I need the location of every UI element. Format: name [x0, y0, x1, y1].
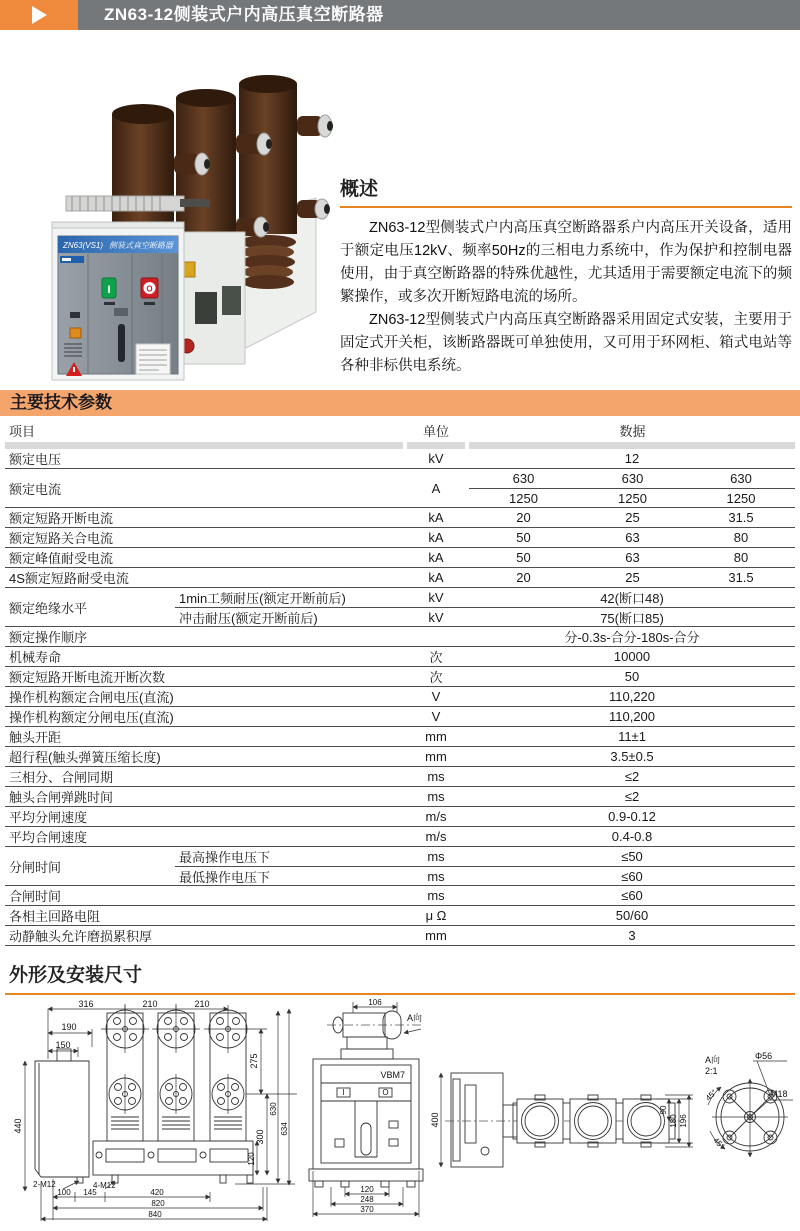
param-name: 额定操作顺序: [9, 630, 88, 645]
dim-120-side: 120: [247, 1152, 256, 1166]
dim-630: 630: [269, 1102, 278, 1116]
param-value: ≤60: [621, 888, 643, 903]
dim-angle45-top: 45°: [703, 1087, 719, 1103]
param-name: 额定电流: [9, 481, 62, 497]
dim-820: 820: [151, 1199, 165, 1208]
param-value: 31.5: [728, 510, 754, 525]
param-unit: kA: [428, 550, 444, 565]
overview-title: 概述: [340, 174, 792, 208]
dim-120-front: 120: [360, 1185, 374, 1194]
front-close-button: I: [342, 1088, 345, 1097]
param-sub-name: 最高操作电压下: [179, 850, 271, 865]
param-value: 63: [625, 530, 640, 545]
param-value: 630: [512, 471, 535, 486]
header-accent-box: [0, 0, 78, 30]
param-unit: V: [431, 689, 441, 704]
breaker-photo-illustration: [14, 50, 340, 386]
param-value: 110,220: [608, 689, 656, 704]
param-unit: V: [431, 709, 441, 724]
param-unit: ms: [427, 789, 445, 804]
col-header-data: 数据: [619, 423, 646, 439]
energy-indicator: [70, 328, 81, 338]
param-unit: mm: [425, 749, 447, 764]
pole-3: [239, 75, 333, 289]
param-name: 超行程(触头弹簧压缩长度): [9, 750, 161, 765]
param-unit: kA: [428, 570, 444, 585]
dim-100: 100: [57, 1188, 71, 1197]
param-unit: kV: [403, 607, 469, 626]
svg-text:O: O: [146, 284, 153, 294]
dim-150: 150: [55, 1040, 71, 1050]
table-row: [5, 667, 795, 687]
detail-view-drawing: [704, 1051, 793, 1157]
param-value: 0.4-0.8: [611, 829, 653, 844]
table-row: [5, 926, 795, 946]
dim-440: 440: [13, 1118, 23, 1134]
table-row: [5, 568, 795, 588]
param-value: 630: [730, 471, 752, 486]
param-sub-name: 最低操作电压下: [175, 866, 403, 885]
outline-section: [5, 960, 795, 995]
param-value: 20: [516, 510, 531, 525]
dim-196: 196: [679, 1114, 688, 1128]
param-value: 31.5: [728, 570, 754, 585]
dim-248: 248: [360, 1195, 374, 1204]
table-header-row: [5, 418, 795, 442]
top-view-drawing: [430, 1073, 693, 1167]
param-unit: μ Ω: [425, 908, 447, 923]
dim-190: 190: [61, 1022, 77, 1032]
param-name: 机械寿命: [9, 650, 62, 665]
dim-m18: M18: [770, 1089, 788, 1099]
dim-210b: 210: [194, 999, 210, 1009]
param-name: 4S额定短路耐受电流: [9, 571, 129, 586]
dimension-drawings: [5, 999, 795, 1230]
dim-106: 106: [368, 999, 382, 1007]
pole-housing-2: [570, 1095, 616, 1147]
table-row: [5, 727, 795, 747]
dim-bolt4: 4-M12: [93, 1181, 116, 1190]
front-panel: [52, 222, 184, 380]
param-unit: m/s: [425, 809, 447, 824]
model-label: ZN63(VS1): [63, 241, 104, 250]
table-row: [5, 886, 795, 906]
param-value: 80: [733, 550, 749, 565]
params-section-title: 主要技术参数: [0, 390, 800, 416]
svg-text:I: I: [107, 284, 111, 296]
table-row: [5, 469, 795, 508]
front-open-button: O: [382, 1088, 389, 1097]
param-unit: mm: [425, 729, 447, 744]
param-value: 75(断口85): [469, 607, 795, 626]
param-value: 80: [733, 530, 749, 545]
table-row: [5, 767, 795, 787]
param-value: ≤60: [469, 866, 795, 885]
param-name: 分闸时间: [9, 859, 62, 875]
param-value: 11±1: [618, 729, 646, 744]
dim-90: 90: [659, 1105, 668, 1115]
param-unit: kV: [428, 590, 444, 605]
table-row: [5, 449, 795, 469]
param-unit: kA: [428, 510, 444, 525]
param-value: 110,200: [608, 709, 656, 724]
param-value: 1250: [469, 488, 578, 507]
param-value: 3.5±0.5: [610, 749, 654, 764]
param-name: 触头合闸弹跳时间: [9, 790, 114, 805]
param-unit: kV: [428, 451, 444, 466]
param-name: 操作机构额定合闸电压(直流): [9, 690, 174, 705]
parameters-table: [5, 418, 795, 946]
param-unit: [403, 627, 469, 646]
param-unit: m/s: [425, 829, 447, 844]
param-name: 额定短路开断电流: [9, 511, 114, 526]
detail-view-scale: 2:1: [705, 1066, 718, 1076]
param-name: 平均分闸速度: [9, 810, 88, 825]
front-view-drawing: [309, 999, 423, 1217]
param-value: 25: [625, 570, 640, 585]
param-name: 合闸时间: [9, 889, 62, 904]
table-row: [5, 747, 795, 767]
param-value: 630: [621, 471, 644, 486]
outline-section-title: 外形及安装尺寸: [5, 960, 795, 995]
param-value: ≤50: [621, 849, 643, 864]
table-row: [5, 528, 795, 548]
param-value: 50: [516, 550, 531, 565]
param-value: 50: [624, 669, 640, 684]
param-value: 50: [516, 530, 531, 545]
param-value: 25: [625, 510, 640, 525]
param-value: 0.9-0.12: [608, 809, 656, 824]
table-row: [5, 508, 795, 528]
param-name: 额定绝缘水平: [9, 600, 88, 616]
param-value: 3: [628, 928, 636, 943]
param-unit: ms: [403, 866, 469, 885]
overview-paragraph-1: ZN63-12型侧装式户内高压真空断路器系户内高压开关设备，适用于额定电压12kV、频率50Hz的三相电力系统中，作为保护和控制电器使用，由于真空断路器的特殊优越性，尤其适用于需要额定电流下的频繁操作，或多次开断短路电流的场所。: [340, 220, 792, 305]
view-direction-label: A向: [407, 1013, 423, 1023]
param-value: 20: [516, 570, 531, 585]
param-unit: 次: [429, 650, 443, 665]
dim-275: 275: [249, 1053, 259, 1069]
dim-420: 420: [150, 1188, 164, 1197]
dim-bolt2: 2-M12: [33, 1180, 56, 1189]
param-unit: ms: [427, 769, 445, 784]
dim-370: 370: [360, 1205, 374, 1214]
param-name: 各相主回路电阻: [9, 909, 101, 924]
param-name: 额定短路开断电流开断次数: [9, 670, 166, 685]
table-row: [5, 647, 795, 667]
param-value: 1250: [578, 488, 687, 507]
table-row: [5, 687, 795, 707]
param-value: 63: [625, 550, 640, 565]
param-name: 触头开距: [9, 730, 62, 745]
param-value: ≤2: [624, 789, 640, 804]
dim-210a: 210: [142, 999, 158, 1009]
page-header: [0, 0, 800, 30]
handle-slot: [118, 324, 125, 362]
dim-180: 180: [669, 1114, 678, 1128]
col-header-item: 项目: [9, 423, 36, 439]
detail-view-label: A向: [705, 1055, 721, 1065]
param-sub-name: 冲击耐压(额定开断前后): [175, 607, 403, 626]
table-header-band: [5, 442, 795, 449]
product-photo: [14, 50, 340, 391]
top-section: [0, 30, 800, 390]
param-name: 操作机构额定分闸电压(直流): [9, 710, 174, 725]
param-name: 动静触头允许磨损累积厚: [9, 929, 153, 944]
table-row: [5, 807, 795, 827]
pole-housing-1: [517, 1095, 563, 1147]
table-row: [5, 787, 795, 807]
param-name: 额定电压: [9, 452, 62, 467]
play-triangle-icon: [32, 6, 47, 24]
overview-section: [340, 174, 792, 378]
param-unit: mm: [425, 928, 447, 943]
param-name: 三相分、合闸同期: [9, 770, 114, 785]
dim-316: 316: [78, 999, 94, 1009]
table-row: [5, 707, 795, 727]
param-unit: A: [431, 480, 441, 496]
param-unit: kA: [428, 530, 444, 545]
col-header-unit: 单位: [422, 423, 449, 439]
dim-angle45-bottom: 45°: [711, 1135, 727, 1151]
table-row: [5, 847, 795, 886]
type-label: 侧装式真空断路器: [109, 241, 173, 250]
table-row: [5, 548, 795, 568]
dim-145: 145: [83, 1188, 97, 1197]
outline-drawing-svg: [5, 999, 795, 1225]
dim-840: 840: [148, 1210, 162, 1219]
param-name: 额定短路关合电流: [9, 531, 114, 546]
dim-300: 300: [255, 1129, 265, 1145]
param-unit: ms: [427, 888, 445, 903]
table-row: [5, 627, 795, 647]
param-unit: ms: [427, 849, 445, 864]
table-row: [5, 906, 795, 926]
param-value: 42(断口48): [600, 591, 664, 606]
param-value: 1250: [687, 488, 795, 507]
side-view-drawing: [13, 999, 297, 1221]
page-title: ZN63-12侧装式户内高压真空断路器: [78, 0, 800, 30]
param-value: 分-0.3s-合分-180s-合分: [564, 630, 700, 645]
param-unit: 次: [429, 670, 443, 685]
param-name: 平均合闸速度: [9, 830, 88, 845]
mechanism-model-label: VBM7: [380, 1070, 405, 1080]
dim-634: 634: [280, 1122, 289, 1136]
param-value: 12: [624, 451, 640, 466]
dim-dia56: Φ56: [755, 1051, 773, 1061]
param-name: 额定峰值耐受电流: [9, 551, 114, 566]
pole-housing-3: [623, 1095, 669, 1147]
param-value: 10000: [613, 649, 651, 664]
param-sub-name: 1min工频耐压(额定开断前后): [179, 591, 346, 606]
param-value: 50/60: [615, 908, 649, 923]
chassis-front-column: [179, 232, 245, 364]
indicator-window: [114, 308, 128, 316]
param-value: ≤2: [624, 769, 640, 784]
table-row: [5, 588, 795, 627]
dim-400: 400: [430, 1112, 440, 1128]
overview-paragraph-2: ZN63-12型侧装式户内高压真空断路器采用固定式安装，主要用于固定式开关柜，该断路器既可单独使用，又可用于环网柜、箱式电站等各种非标供电系统。: [340, 312, 792, 374]
table-row: [5, 827, 795, 847]
